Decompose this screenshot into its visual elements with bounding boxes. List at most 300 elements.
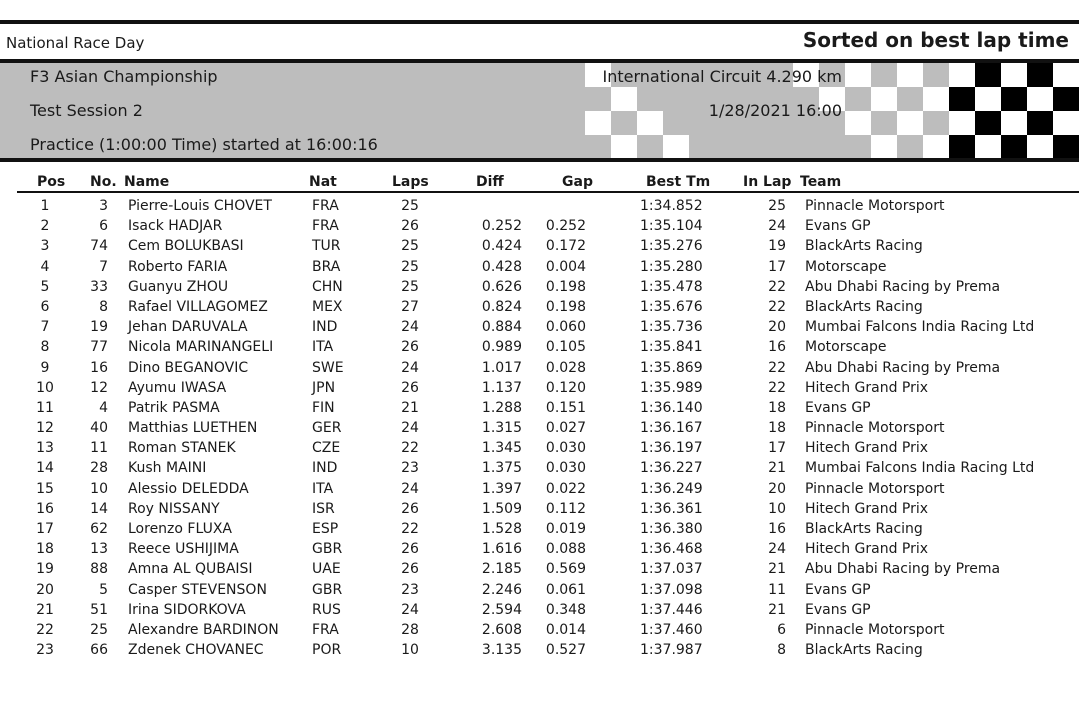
sort-label: Sorted on best lap time: [802, 28, 1069, 52]
column-header-gap: Gap: [562, 174, 593, 190]
best-time-cell: 1:35.104: [640, 218, 703, 235]
in-lap-cell: 22: [768, 278, 786, 295]
table-row: [0, 640, 1079, 660]
checker-square: [923, 135, 949, 158]
car-number-cell: 14: [90, 500, 108, 517]
driver-name-cell: Lorenzo FLUXA: [128, 521, 232, 537]
table-row: [0, 458, 1079, 478]
best-time-cell: 1:35.676: [640, 298, 703, 315]
in-lap-cell: 22: [768, 359, 786, 376]
gap-cell: 0.569: [545, 561, 586, 578]
position-cell: 10: [36, 379, 54, 396]
table-row: [0, 580, 1079, 600]
laps-cell: 26: [401, 379, 419, 396]
column-header-laps: Laps: [392, 174, 429, 190]
table-row: [0, 539, 1079, 559]
laps-cell: 24: [401, 601, 419, 618]
table-row: [0, 317, 1079, 337]
team-cell: Pinnacle Motorsport: [805, 621, 945, 638]
in-lap-cell: 10: [768, 500, 786, 517]
laps-cell: 24: [401, 319, 419, 336]
in-lap-cell: 22: [768, 298, 786, 315]
table-row: [0, 398, 1079, 418]
championship-name: F3 Asian Championship: [30, 67, 218, 86]
best-time-cell: 1:36.167: [640, 420, 703, 437]
in-lap-cell: 21: [768, 460, 786, 477]
nationality-cell: GBR: [312, 581, 343, 598]
best-time-cell: 1:35.276: [640, 238, 703, 255]
checker-square: [611, 87, 637, 111]
results-table-body: [0, 196, 1079, 660]
car-number-cell: 7: [99, 258, 108, 275]
laps-cell: 25: [401, 238, 419, 255]
checker-square: [975, 135, 1001, 158]
column-header-pos: Pos: [37, 174, 66, 190]
checker-square: [949, 135, 975, 158]
gap-cell: 0.198: [545, 278, 586, 295]
best-time-cell: 1:35.736: [640, 319, 703, 336]
table-row: [0, 479, 1079, 499]
laps-cell: 26: [401, 218, 419, 235]
table-row: [0, 297, 1079, 317]
diff-cell: 2.594: [481, 601, 522, 618]
checker-square: [975, 87, 1001, 111]
gap-cell: 0.060: [545, 319, 586, 336]
gap-cell: 0.022: [545, 480, 586, 497]
table-row: [0, 600, 1079, 620]
gap-cell: 0.014: [545, 621, 586, 638]
table-row: [0, 216, 1079, 236]
nationality-cell: MEX: [312, 298, 343, 315]
checker-square: [975, 111, 1001, 135]
car-number-cell: 51: [90, 601, 108, 618]
header-underline: [17, 191, 1079, 193]
car-number-cell: 88: [90, 561, 108, 578]
column-header-in-lap: In Lap: [743, 174, 792, 190]
nationality-cell: FIN: [312, 399, 335, 416]
gap-cell: 0.151: [545, 399, 586, 416]
driver-name-cell: Roman STANEK: [128, 440, 236, 457]
best-time-cell: 1:35.989: [640, 379, 703, 396]
nationality-cell: FRA: [312, 218, 339, 235]
team-cell: Evans GP: [805, 399, 871, 416]
diff-cell: 2.185: [481, 561, 522, 578]
nationality-cell: BRA: [312, 258, 341, 275]
car-number-cell: 74: [90, 238, 108, 255]
gap-cell: 0.527: [545, 642, 586, 659]
team-cell: BlackArts Racing: [805, 238, 923, 255]
checker-square: [1001, 135, 1027, 158]
team-cell: BlackArts Racing: [805, 521, 923, 537]
nationality-cell: ITA: [312, 480, 334, 497]
team-cell: Mumbai Falcons India Racing Ltd: [805, 319, 1035, 336]
checker-square: [1027, 87, 1053, 111]
car-number-cell: 4: [99, 399, 108, 416]
best-time-cell: 1:36.249: [640, 480, 703, 497]
team-cell: Evans GP: [805, 601, 871, 618]
in-lap-cell: 18: [768, 399, 786, 416]
checker-square: [871, 87, 897, 111]
position-cell: 9: [40, 359, 50, 376]
table-row: [0, 337, 1079, 357]
title-row: [0, 24, 1079, 59]
checker-square: [1053, 87, 1079, 111]
position-cell: 16: [36, 500, 54, 517]
best-time-cell: 1:36.468: [640, 541, 703, 558]
car-number-cell: 3: [99, 198, 108, 214]
table-row: [0, 257, 1079, 277]
gap-cell: 0.120: [545, 379, 586, 396]
car-number-cell: 13: [90, 541, 108, 558]
event-name: National Race Day: [6, 34, 145, 52]
driver-name-cell: Pierre-Louis CHOVET: [128, 198, 272, 214]
nationality-cell: JPN: [312, 379, 336, 396]
driver-name-cell: Guanyu ZHOU: [128, 278, 229, 295]
car-number-cell: 25: [90, 621, 108, 638]
best-time-cell: 1:36.227: [640, 460, 703, 477]
diff-cell: 0.252: [481, 218, 522, 235]
team-cell: Motorscape: [805, 258, 887, 275]
checker-square: [1053, 111, 1079, 135]
nationality-cell: SWE: [312, 359, 344, 376]
gap-cell: 0.252: [545, 218, 586, 235]
in-lap-cell: 24: [768, 218, 786, 235]
best-time-cell: 1:37.098: [640, 581, 703, 598]
position-cell: 8: [40, 339, 50, 356]
car-number-cell: 8: [99, 298, 108, 315]
driver-name-cell: Dino BEGANOVIC: [128, 359, 249, 376]
in-lap-cell: 17: [768, 258, 786, 275]
gap-cell: 0.198: [545, 298, 586, 315]
driver-name-cell: Rafael VILLAGOMEZ: [128, 298, 268, 315]
table-row: [0, 196, 1079, 216]
car-number-cell: 62: [90, 521, 108, 537]
driver-name-cell: Cem BOLUKBASI: [128, 238, 244, 255]
position-cell: 1: [40, 198, 50, 214]
best-time-cell: 1:36.197: [640, 440, 703, 457]
in-lap-cell: 21: [768, 601, 786, 618]
position-cell: 13: [36, 440, 54, 457]
car-number-cell: 16: [90, 359, 108, 376]
diff-cell: 0.626: [481, 278, 522, 295]
position-cell: 4: [40, 258, 50, 275]
team-cell: Evans GP: [805, 218, 871, 235]
driver-name-cell: Amna AL QUBAISI: [128, 561, 253, 578]
gap-cell: 0.172: [545, 238, 586, 255]
position-cell: 6: [40, 298, 50, 315]
gap-cell: 0.088: [545, 541, 586, 558]
best-time-cell: 1:35.869: [640, 359, 703, 376]
in-lap-cell: 18: [768, 420, 786, 437]
nationality-cell: GBR: [312, 541, 343, 558]
table-row: [0, 277, 1079, 297]
checker-square: [897, 87, 923, 111]
driver-name-cell: Reece USHIJIMA: [128, 541, 239, 558]
diff-cell: 1.616: [481, 541, 522, 558]
in-lap-cell: 24: [768, 541, 786, 558]
driver-name-cell: Jehan DARUVALA: [128, 319, 248, 336]
diff-cell: 0.824: [481, 298, 522, 315]
position-cell: 18: [36, 541, 54, 558]
in-lap-cell: 8: [777, 642, 786, 659]
gap-cell: 0.030: [545, 440, 586, 457]
laps-cell: 22: [401, 521, 419, 537]
driver-name-cell: Roy NISSANY: [128, 500, 220, 517]
best-time-cell: 1:37.037: [640, 561, 703, 578]
best-time-cell: 1:36.380: [640, 521, 703, 537]
position-cell: 12: [36, 420, 54, 437]
checker-square: [1053, 63, 1079, 87]
driver-name-cell: Roberto FARIA: [128, 258, 228, 275]
in-lap-cell: 16: [768, 339, 786, 356]
table-row: [0, 559, 1079, 579]
driver-name-cell: Nicola MARINANGELI: [128, 339, 274, 356]
position-cell: 22: [36, 621, 54, 638]
team-cell: Abu Dhabi Racing by Prema: [805, 561, 1001, 578]
position-cell: 5: [40, 278, 50, 295]
diff-cell: 0.428: [481, 258, 522, 275]
position-cell: 23: [36, 642, 54, 659]
nationality-cell: CZE: [312, 440, 341, 457]
laps-cell: 27: [401, 298, 419, 315]
column-header-no: No.: [90, 174, 117, 190]
column-header-nat: Nat: [309, 174, 337, 190]
diff-cell: 3.135: [481, 642, 522, 659]
table-row: [0, 438, 1079, 458]
checker-square: [1027, 111, 1053, 135]
checker-square: [845, 63, 871, 87]
position-cell: 19: [36, 561, 54, 578]
table-row: [0, 519, 1079, 539]
in-lap-cell: 16: [768, 521, 786, 537]
laps-cell: 24: [401, 359, 419, 376]
column-header-diff: Diff: [476, 174, 504, 190]
in-lap-cell: 22: [768, 379, 786, 396]
in-lap-cell: 20: [768, 480, 786, 497]
gap-cell: 0.028: [545, 359, 586, 376]
practice-info: Practice (1:00:00 Time) started at 16:00:16: [30, 135, 378, 154]
laps-cell: 26: [401, 541, 419, 558]
nationality-cell: GER: [312, 420, 342, 437]
team-cell: Abu Dhabi Racing by Prema: [805, 359, 1001, 376]
in-lap-cell: 19: [768, 238, 786, 255]
position-cell: 11: [36, 399, 54, 416]
laps-cell: 23: [401, 460, 419, 477]
diff-cell: 2.608: [481, 621, 522, 638]
checker-square: [923, 87, 949, 111]
team-cell: Pinnacle Motorsport: [805, 198, 945, 214]
laps-cell: 25: [401, 278, 419, 295]
team-cell: Motorscape: [805, 339, 887, 356]
laps-cell: 26: [401, 339, 419, 356]
diff-cell: 0.424: [481, 238, 522, 255]
car-number-cell: 66: [90, 642, 108, 659]
laps-cell: 25: [401, 198, 419, 214]
session-name: Test Session 2: [30, 101, 143, 120]
checker-square: [1027, 63, 1053, 87]
gap-cell: 0.112: [545, 500, 586, 517]
best-time-cell: 1:37.446: [640, 601, 703, 618]
team-cell: Hitech Grand Prix: [805, 440, 929, 457]
nationality-cell: POR: [312, 642, 342, 659]
position-cell: 15: [36, 480, 54, 497]
best-time-cell: 1:36.361: [640, 500, 703, 517]
position-cell: 21: [36, 601, 54, 618]
checker-square: [949, 87, 975, 111]
checker-square: [1001, 63, 1027, 87]
session-info-band: [0, 63, 1079, 158]
nationality-cell: FRA: [312, 621, 339, 638]
diff-cell: 1.288: [481, 399, 522, 416]
in-lap-cell: 20: [768, 319, 786, 336]
best-time-cell: 1:35.478: [640, 278, 703, 295]
driver-name-cell: Alexandre BARDINON: [128, 621, 279, 638]
checker-square: [871, 135, 897, 158]
in-lap-cell: 11: [768, 581, 786, 598]
checker-square: [949, 111, 975, 135]
laps-cell: 25: [401, 258, 419, 275]
diff-cell: 1.017: [481, 359, 522, 376]
checker-square: [897, 111, 923, 135]
team-cell: Pinnacle Motorsport: [805, 420, 945, 437]
gap-cell: 0.348: [545, 601, 586, 618]
car-number-cell: 5: [99, 581, 108, 598]
diff-cell: 1.397: [481, 480, 522, 497]
table-row: [0, 499, 1079, 519]
driver-name-cell: Zdenek CHOVANEC: [128, 642, 264, 659]
laps-cell: 28: [401, 621, 419, 638]
diff-cell: 1.315: [481, 420, 522, 437]
nationality-cell: IND: [312, 460, 338, 477]
diff-cell: 1.345: [481, 440, 522, 457]
gap-cell: 0.019: [545, 521, 586, 537]
position-cell: 17: [36, 521, 54, 537]
nationality-cell: CHN: [312, 278, 343, 295]
team-cell: BlackArts Racing: [805, 298, 923, 315]
checker-square: [923, 63, 949, 87]
checker-square: [611, 135, 637, 158]
best-time-cell: 1:34.852: [640, 198, 703, 214]
checker-square: [897, 63, 923, 87]
table-row: [0, 620, 1079, 640]
diff-cell: 1.528: [481, 521, 522, 537]
checker-square: [845, 111, 871, 135]
gap-cell: 0.004: [545, 258, 586, 275]
table-row: [0, 378, 1079, 398]
best-time-cell: 1:37.987: [640, 642, 703, 659]
car-number-cell: 77: [90, 339, 108, 356]
checker-square: [923, 111, 949, 135]
position-cell: 20: [36, 581, 54, 598]
nationality-cell: RUS: [312, 601, 341, 618]
column-header-team: Team: [800, 174, 842, 190]
best-time-cell: 1:37.460: [640, 621, 703, 638]
team-cell: Pinnacle Motorsport: [805, 480, 945, 497]
checker-square: [637, 111, 663, 135]
nationality-cell: FRA: [312, 198, 339, 214]
laps-cell: 24: [401, 420, 419, 437]
gap-cell: 0.030: [545, 460, 586, 477]
driver-name-cell: Isack HADJAR: [128, 218, 223, 235]
checker-square: [949, 63, 975, 87]
driver-name-cell: Patrik PASMA: [128, 399, 220, 416]
team-cell: Hitech Grand Prix: [805, 541, 929, 558]
laps-cell: 26: [401, 561, 419, 578]
driver-name-cell: Matthias LUETHEN: [128, 420, 258, 437]
car-number-cell: 11: [90, 440, 108, 457]
diff-cell: 1.509: [481, 500, 522, 517]
table-row: [0, 236, 1079, 256]
checker-square: [871, 63, 897, 87]
gap-cell: 0.105: [545, 339, 586, 356]
session-datetime: 1/28/2021 16:00: [708, 101, 842, 120]
diff-cell: 2.246: [481, 581, 522, 598]
team-cell: Hitech Grand Prix: [805, 500, 929, 517]
driver-name-cell: Irina SIDORKOVA: [128, 601, 246, 618]
nationality-cell: TUR: [312, 238, 341, 255]
car-number-cell: 10: [90, 480, 108, 497]
diff-cell: 1.137: [481, 379, 522, 396]
in-lap-cell: 17: [768, 440, 786, 457]
car-number-cell: 40: [90, 420, 108, 437]
team-cell: Abu Dhabi Racing by Prema: [805, 278, 1001, 295]
circuit-info: International Circuit 4.290 km: [602, 67, 842, 86]
nationality-cell: IND: [312, 319, 338, 336]
position-cell: 3: [40, 238, 50, 255]
best-time-cell: 1:35.280: [640, 258, 703, 275]
column-header-name: Name: [124, 174, 170, 190]
diff-cell: 0.989: [481, 339, 522, 356]
checker-square: [1001, 87, 1027, 111]
nationality-cell: ISR: [312, 500, 335, 517]
team-cell: Mumbai Falcons India Racing Ltd: [805, 460, 1035, 477]
best-time-cell: 1:36.140: [640, 399, 703, 416]
laps-cell: 22: [401, 440, 419, 457]
position-cell: 7: [40, 319, 50, 336]
team-cell: Hitech Grand Prix: [805, 379, 929, 396]
driver-name-cell: Kush MAINI: [128, 460, 207, 477]
checker-square: [871, 111, 897, 135]
driver-name-cell: Ayumu IWASA: [128, 379, 227, 396]
bottom-rule: [0, 158, 1079, 162]
laps-cell: 21: [401, 399, 419, 416]
laps-cell: 24: [401, 480, 419, 497]
table-header: [0, 174, 1079, 192]
in-lap-cell: 6: [777, 621, 786, 638]
diff-cell: 1.375: [481, 460, 522, 477]
in-lap-cell: 21: [768, 561, 786, 578]
checker-square: [1053, 135, 1079, 158]
nationality-cell: ITA: [312, 339, 334, 356]
table-row: [0, 418, 1079, 438]
checker-square: [975, 63, 1001, 87]
laps-cell: 23: [401, 581, 419, 598]
car-number-cell: 33: [90, 278, 108, 295]
gap-cell: 0.061: [545, 581, 586, 598]
column-header-best-time: Best Tm: [646, 174, 711, 190]
checker-square: [585, 111, 611, 135]
laps-cell: 10: [401, 642, 419, 659]
checker-square: [663, 135, 689, 158]
position-cell: 2: [40, 218, 50, 235]
in-lap-cell: 25: [768, 198, 786, 214]
car-number-cell: 28: [90, 460, 108, 477]
diff-cell: 0.884: [481, 319, 522, 336]
laps-cell: 26: [401, 500, 419, 517]
checker-square: [1027, 135, 1053, 158]
car-number-cell: 6: [99, 218, 108, 235]
driver-name-cell: Alessio DELEDDA: [128, 480, 249, 497]
